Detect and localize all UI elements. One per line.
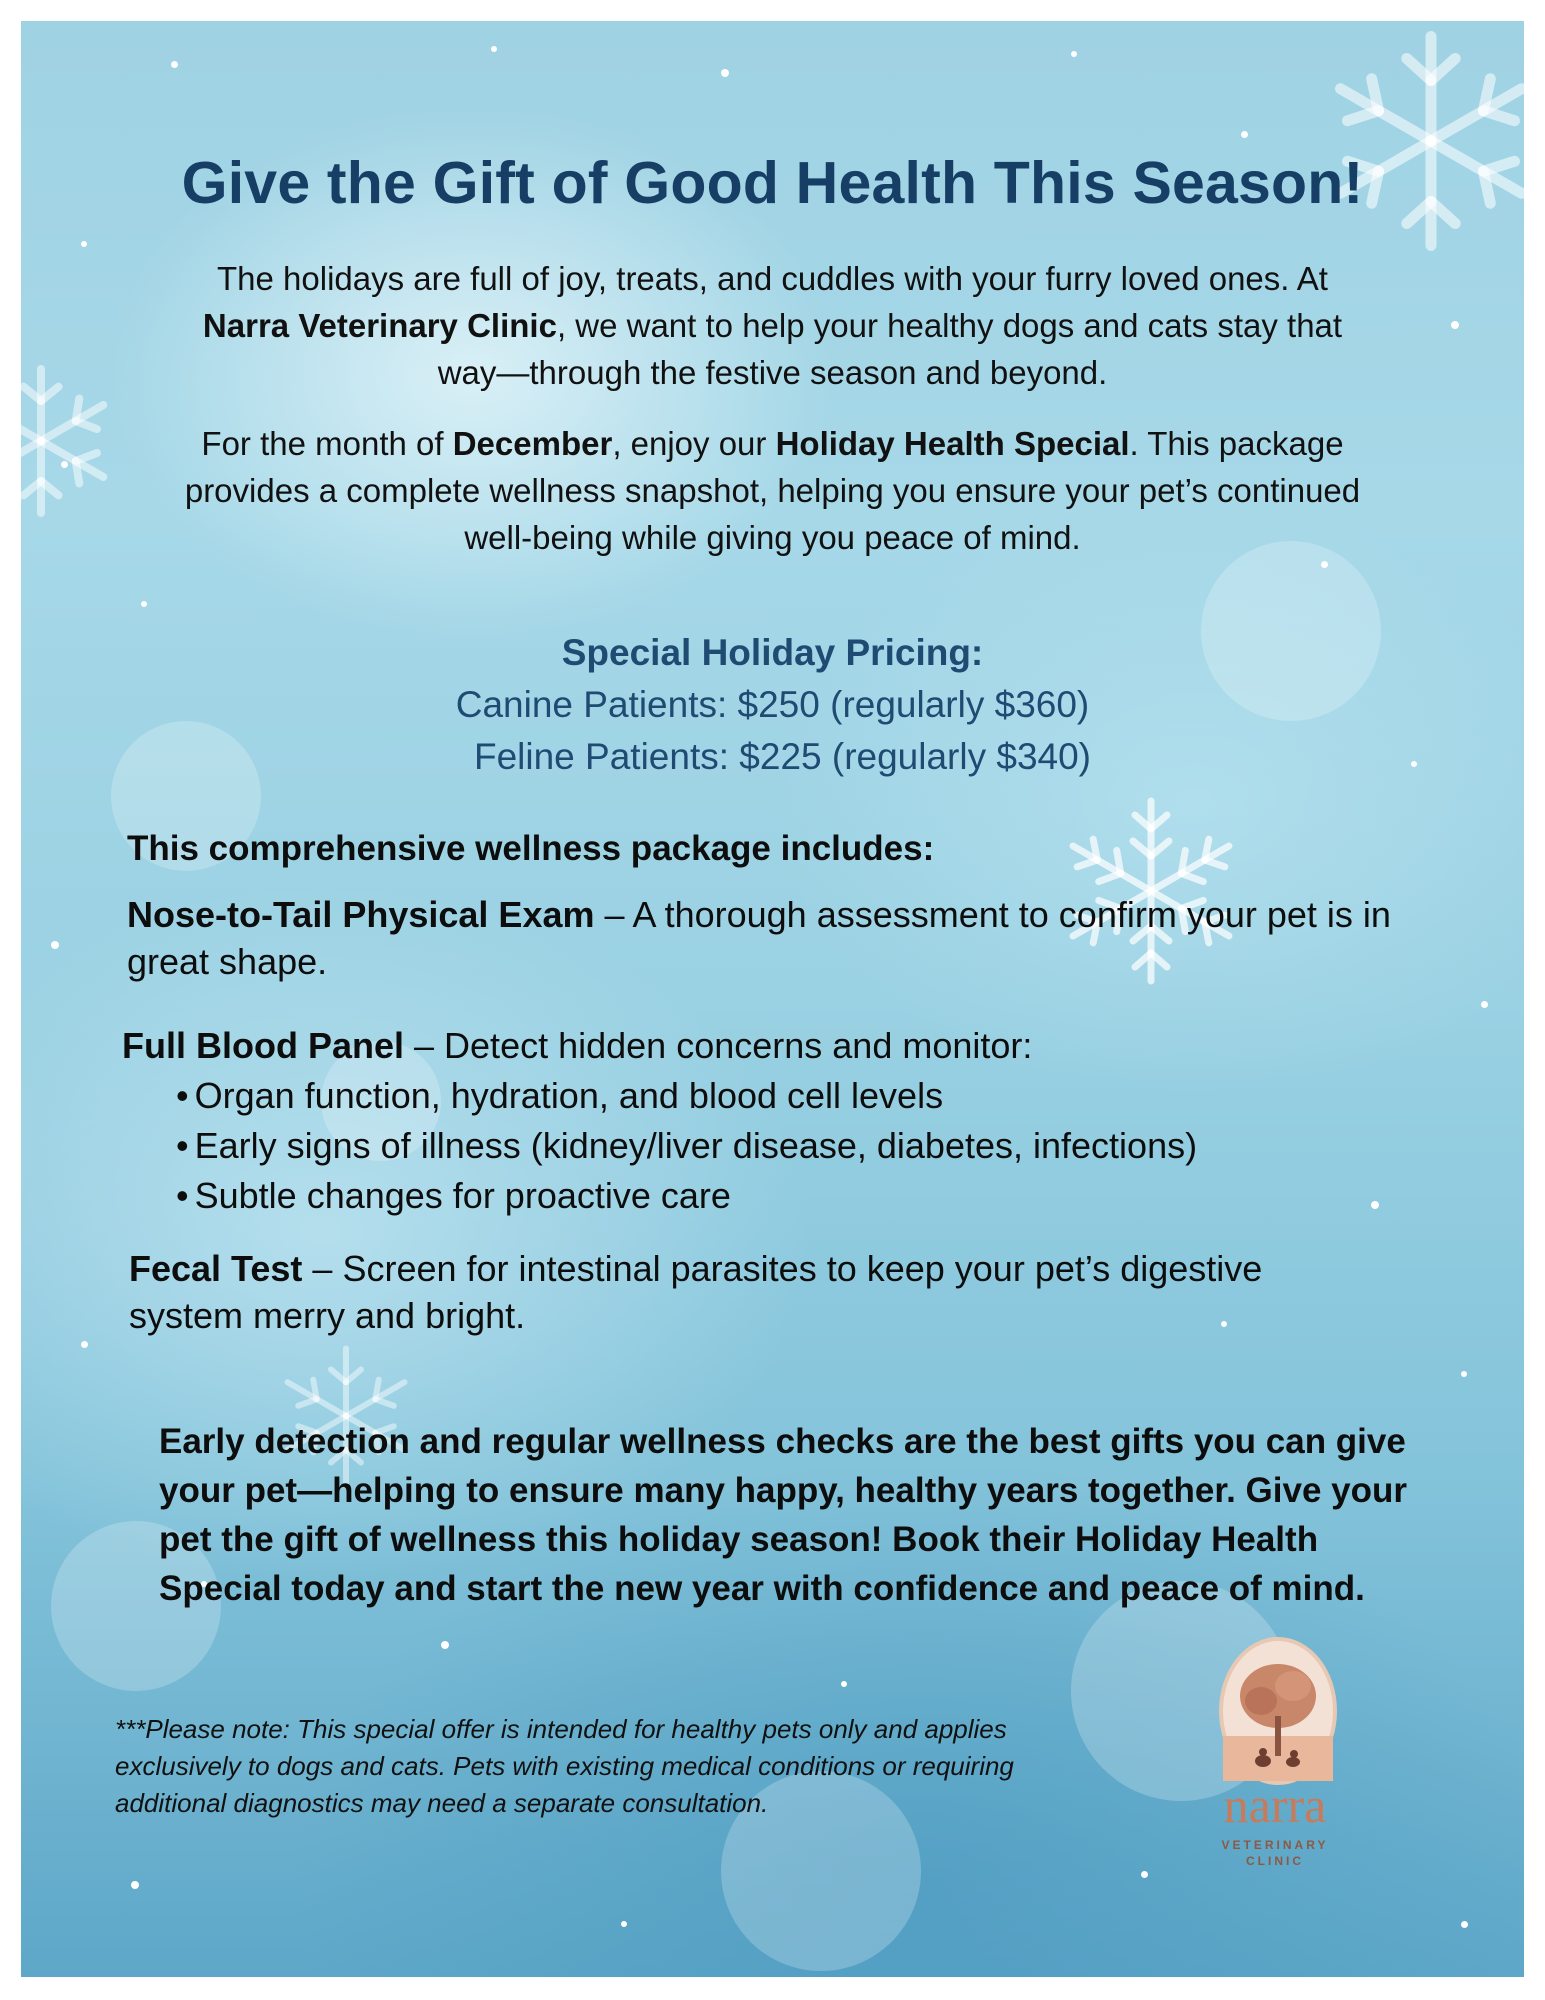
snowflake-dot <box>621 1921 627 1927</box>
offer-paragraph <box>181 420 1364 561</box>
snowflake-dot <box>171 61 178 68</box>
list-item: • Early signs of illness (kidney/liver disease, diabetes, infections) <box>176 1121 1197 1171</box>
logo-subtitle <box>1195 1837 1355 1869</box>
snowflake-dot <box>131 1881 139 1889</box>
intro-paragraph <box>181 255 1364 396</box>
snowflake-dot <box>1461 1921 1468 1928</box>
snowflake-dot <box>721 69 729 77</box>
fecal-item <box>129 1245 1289 1339</box>
flyer <box>21 21 1524 1977</box>
logo-subtitle-line: CLINIC <box>1246 1854 1304 1868</box>
intro-text: The holidays are full of joy, treats, and cuddles with your furry loved ones. At <box>217 260 1328 297</box>
snowflake-dot <box>841 1681 847 1687</box>
snowflake-dot <box>1241 131 1248 138</box>
feline-price: Feline Patients: $225 (regularly $340) <box>473 736 1092 777</box>
offer-text: . This package provides a complete wellness snapshot, helping you ensure your pet’s continued well-being while giving you peace of mind. <box>184 425 1361 556</box>
blood-title: Full Blood Panel <box>122 1025 405 1066</box>
snowflake-dot <box>141 601 147 607</box>
canine-price: Canine Patients: $250 (regularly $360) <box>455 684 1090 725</box>
snowflake-dot <box>51 941 59 949</box>
disclaimer-note: ***Please note: This special offer is intended for healthy pets only and applies exclusively to dogs and cats. Pets with existing medical conditions or requiring additional diagnostics may need a separate consultation. <box>115 1714 1014 1818</box>
snowflake-dot <box>1451 321 1459 329</box>
exam-title: Nose-to-Tail Physical Exam <box>127 894 595 935</box>
snowflake-dot <box>1461 1371 1467 1377</box>
snowflake-dot <box>81 241 87 247</box>
exam-item <box>127 891 1447 985</box>
offer-text: , enjoy our <box>612 425 776 462</box>
snowflake-icon <box>21 361 121 521</box>
package-heading: This comprehensive wellness package includes: <box>127 829 935 868</box>
pricing-heading: Special Holiday Pricing: <box>561 632 984 673</box>
clinic-name: Narra Veterinary Clinic <box>202 307 557 344</box>
exam-desc: – A thorough assessment to confirm your pet is in great shape. <box>127 894 1391 982</box>
page-title: Give the Gift of Good Health This Season! <box>181 150 1364 216</box>
logo-emblem <box>1219 1637 1337 1785</box>
offer-special: Holiday Health Special <box>775 425 1130 462</box>
snowflake-dot <box>1321 561 1328 568</box>
blood-desc: – Detect hidden concerns and monitor: <box>404 1025 1033 1066</box>
offer-text: For the month of <box>201 425 453 462</box>
logo-subtitle-line: VETERINARY <box>1221 1838 1329 1852</box>
snowflake-dot <box>491 46 497 52</box>
snowflake-icon <box>1321 31 1524 251</box>
list-item: • Subtle changes for proactive care <box>176 1171 1197 1221</box>
list-item: • Organ function, hydration, and blood cell levels <box>176 1071 1197 1121</box>
blood-item <box>122 1022 1442 1069</box>
snowflake-dot <box>1071 51 1077 57</box>
blood-panel-list <box>176 1071 1197 1221</box>
snowflake-dot <box>81 1341 88 1348</box>
tree-icon <box>1223 1641 1333 1781</box>
snowflake-dot <box>441 1641 449 1649</box>
fecal-title: Fecal Test <box>129 1248 303 1289</box>
clinic-logo <box>1195 1637 1355 1867</box>
closing-message: Early detection and regular wellness checks are the best gifts you can give your pet—helping to ensure many happy, healthy years together. Give your pet the gift of wellness this holiday season! Book their Holiday Health Special today and start the new year with confidence and peace of mind. <box>159 1422 1407 1608</box>
offer-month: December <box>452 425 613 462</box>
pricing-block <box>21 627 1524 783</box>
fecal-desc: – Screen for intestinal parasites to keep your pet’s digestive system merry and bright. <box>129 1248 1263 1336</box>
logo-name: narra <box>1223 1777 1327 1833</box>
snowflake-dot <box>1371 1201 1379 1209</box>
intro-text: , we want to help your healthy dogs and cats stay that way—through the festive season and beyond. <box>437 307 1343 391</box>
snowflake-dot <box>1141 1871 1148 1878</box>
snowflake-dot <box>1481 1001 1488 1008</box>
